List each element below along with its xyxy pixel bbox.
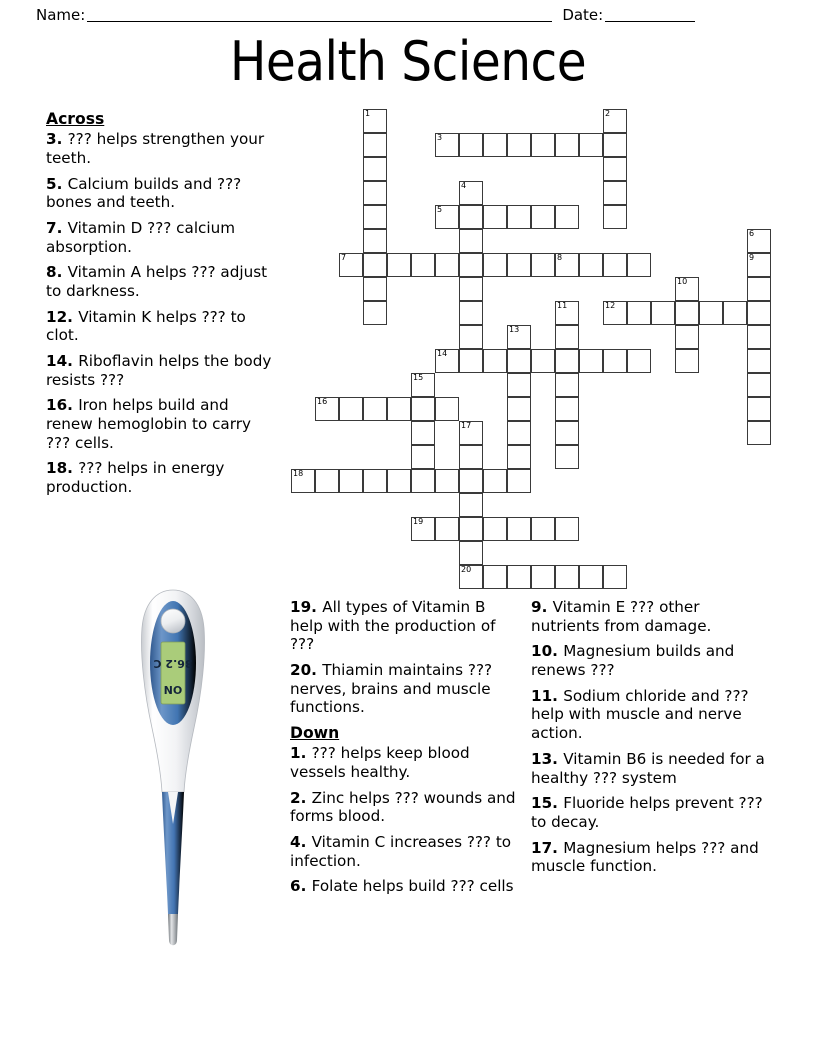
crossword-cell[interactable] xyxy=(411,253,435,277)
crossword-cell[interactable] xyxy=(363,469,387,493)
crossword-cell[interactable] xyxy=(699,301,723,325)
crossword-cell[interactable] xyxy=(483,349,507,373)
crossword-cell[interactable] xyxy=(291,469,315,493)
crossword-cell[interactable] xyxy=(435,205,459,229)
crossword-cell-number: 16 xyxy=(317,397,328,406)
crossword-cell[interactable] xyxy=(507,253,531,277)
crossword-cell[interactable] xyxy=(603,253,627,277)
crossword-cell[interactable] xyxy=(747,277,771,301)
crossword-cell[interactable] xyxy=(483,205,507,229)
crossword-cell[interactable] xyxy=(531,133,555,157)
crossword-cell-number: 3 xyxy=(437,133,443,142)
crossword-cell[interactable] xyxy=(579,565,603,589)
clue-number: 17. xyxy=(531,838,564,857)
crossword-cell[interactable] xyxy=(315,397,339,421)
crossword-cell[interactable] xyxy=(459,301,483,325)
down-clue-list-part1 xyxy=(290,744,522,896)
clue-text: Fluoride helps prevent ??? to decay. xyxy=(531,794,763,831)
crossword-cell[interactable] xyxy=(531,253,555,277)
crossword-cell[interactable] xyxy=(507,205,531,229)
clue-text: ??? helps keep blood vessels healthy. xyxy=(290,744,470,781)
clue-item xyxy=(531,598,769,635)
crossword-cell[interactable] xyxy=(483,565,507,589)
clue-number: 16. xyxy=(46,396,79,415)
crossword-cell[interactable] xyxy=(459,181,483,205)
clue-item xyxy=(290,877,522,896)
crossword-cell-number: 14 xyxy=(437,349,448,358)
crossword-cell[interactable] xyxy=(531,349,555,373)
clue-text: Zinc helps ??? wounds and forms blood. xyxy=(290,788,516,826)
clue-number: 20. xyxy=(290,661,323,680)
crossword-cell[interactable] xyxy=(747,349,771,373)
crossword-cell[interactable] xyxy=(603,133,627,157)
clue-text: Magnesium helps ??? and muscle function. xyxy=(531,838,759,876)
crossword-cell[interactable] xyxy=(531,565,555,589)
clue-text: Calcium builds and ??? bones and teeth. xyxy=(46,174,242,212)
clue-text: All types of Vitamin B help with the production of ??? xyxy=(290,598,496,654)
clue-number: 15. xyxy=(531,794,564,813)
clue-text: Magnesium builds and renews ??? xyxy=(531,642,735,680)
clue-item xyxy=(46,130,274,167)
clue-number: 4. xyxy=(290,833,312,852)
crossword-cell[interactable] xyxy=(363,205,387,229)
crossword-cell[interactable] xyxy=(435,397,459,421)
clue-item xyxy=(531,642,769,679)
crossword-cell[interactable] xyxy=(411,517,435,541)
crossword-cell[interactable] xyxy=(459,469,483,493)
crossword-cell[interactable] xyxy=(363,229,387,253)
clue-number: 10. xyxy=(531,642,564,661)
crossword-cell[interactable] xyxy=(603,181,627,205)
crossword-cell[interactable] xyxy=(363,157,387,181)
crossword-cell[interactable] xyxy=(363,397,387,421)
clue-text: Vitamin K helps ??? to clot. xyxy=(46,307,246,345)
crossword-cell[interactable] xyxy=(603,301,627,325)
clue-number: 12. xyxy=(46,307,79,326)
crossword-cell-number: 20 xyxy=(461,565,472,574)
clue-text: Vitamin C increases ??? to infection. xyxy=(290,833,512,870)
crossword-cell[interactable] xyxy=(459,493,483,517)
crossword-cell[interactable] xyxy=(555,373,579,397)
clue-number: 11. xyxy=(531,686,564,705)
crossword-cell[interactable] xyxy=(651,301,675,325)
crossword-cell-number: 2 xyxy=(605,109,611,118)
crossword-cell[interactable] xyxy=(531,517,555,541)
clue-item xyxy=(46,308,274,345)
crossword-cell[interactable] xyxy=(363,253,387,277)
clue-number: 13. xyxy=(531,749,564,768)
clue-item xyxy=(46,175,274,212)
name-label: Name: xyxy=(36,6,86,24)
crossword-cell[interactable] xyxy=(555,349,579,373)
crossword-cell[interactable] xyxy=(363,277,387,301)
crossword-cell[interactable] xyxy=(363,109,387,133)
crossword-cell[interactable] xyxy=(411,397,435,421)
crossword-cell-number: 7 xyxy=(341,253,347,262)
crossword-cell[interactable] xyxy=(459,205,483,229)
clue-number: 8. xyxy=(46,263,68,282)
crossword-cell[interactable] xyxy=(507,133,531,157)
crossword-cell[interactable] xyxy=(675,325,699,349)
crossword-cell[interactable] xyxy=(555,445,579,469)
crossword-cell[interactable] xyxy=(675,277,699,301)
clue-item xyxy=(290,833,522,870)
clue-item xyxy=(290,789,522,826)
crossword-cell[interactable] xyxy=(747,325,771,349)
crossword-cell[interactable] xyxy=(363,181,387,205)
clue-number: 1. xyxy=(290,744,312,763)
clue-number: 19. xyxy=(290,598,323,616)
crossword-cell[interactable] xyxy=(507,349,531,373)
crossword-cell[interactable] xyxy=(411,469,435,493)
crossword-cell[interactable] xyxy=(603,565,627,589)
crossword-cell[interactable] xyxy=(579,133,603,157)
crossword-cell-number: 4 xyxy=(461,181,467,190)
crossword-cell[interactable] xyxy=(339,397,363,421)
middle-clue-column xyxy=(290,598,522,903)
crossword-cell-number: 12 xyxy=(605,301,616,310)
clue-item xyxy=(531,839,769,876)
crossword-cell[interactable] xyxy=(507,445,531,469)
crossword-cell[interactable] xyxy=(507,325,531,349)
crossword-cell[interactable] xyxy=(555,301,579,325)
crossword-cell[interactable] xyxy=(555,133,579,157)
crossword-cell[interactable] xyxy=(483,253,507,277)
across-clue-list-part2 xyxy=(290,598,522,717)
crossword-cell[interactable] xyxy=(339,469,363,493)
crossword-cell[interactable] xyxy=(747,421,771,445)
crossword-cell[interactable] xyxy=(747,253,771,277)
across-clue-column xyxy=(46,110,274,504)
clue-item xyxy=(531,687,769,743)
crossword-cell[interactable] xyxy=(459,421,483,445)
clue-item xyxy=(290,598,522,654)
crossword-cell[interactable] xyxy=(507,397,531,421)
clue-item xyxy=(46,459,274,496)
crossword-cell[interactable] xyxy=(483,133,507,157)
crossword-cell[interactable] xyxy=(507,421,531,445)
crossword-cell-number: 8 xyxy=(557,253,563,262)
down-clue-list-part2 xyxy=(531,598,769,876)
clue-text: Sodium chloride and ??? help with muscle and nerve action. xyxy=(531,686,749,743)
crossword-cell[interactable] xyxy=(627,301,651,325)
crossword-cell[interactable] xyxy=(555,565,579,589)
crossword-cell[interactable] xyxy=(555,421,579,445)
crossword-cell[interactable] xyxy=(507,565,531,589)
crossword-cell[interactable] xyxy=(675,349,699,373)
clue-text: Vitamin E ??? other nutrients from damage. xyxy=(531,598,712,635)
crossword-cell[interactable] xyxy=(459,253,483,277)
crossword-cell[interactable] xyxy=(723,301,747,325)
crossword-cell-number: 11 xyxy=(557,301,568,310)
clue-text: Riboflavin helps the body resists ??? xyxy=(46,352,272,389)
crossword-cell-number: 17 xyxy=(461,421,472,430)
crossword-cell[interactable] xyxy=(747,301,771,325)
thermometer-power-button xyxy=(161,609,185,633)
crossword-cell[interactable] xyxy=(411,445,435,469)
crossword-cell[interactable] xyxy=(435,349,459,373)
across-clue-list-part1 xyxy=(46,130,274,497)
crossword-cell[interactable] xyxy=(459,565,483,589)
crossword-cell[interactable] xyxy=(483,517,507,541)
crossword-cell[interactable] xyxy=(315,469,339,493)
clue-number: 9. xyxy=(531,598,553,616)
crossword-cell[interactable] xyxy=(675,301,699,325)
crossword-cell[interactable] xyxy=(747,373,771,397)
crossword-cell[interactable] xyxy=(555,205,579,229)
crossword-cell[interactable] xyxy=(411,373,435,397)
clue-item xyxy=(46,352,274,389)
crossword-cell[interactable] xyxy=(603,109,627,133)
down-heading: Down xyxy=(290,724,340,743)
crossword-cell[interactable] xyxy=(555,397,579,421)
crossword-cell[interactable] xyxy=(387,397,411,421)
crossword-cell-number: 13 xyxy=(509,325,520,334)
crossword-cell[interactable] xyxy=(435,469,459,493)
clue-item xyxy=(290,661,522,717)
clue-item xyxy=(531,750,769,787)
crossword-cell[interactable] xyxy=(483,469,507,493)
crossword-cell[interactable] xyxy=(411,421,435,445)
crossword-cell[interactable] xyxy=(507,517,531,541)
crossword-cell[interactable] xyxy=(459,541,483,565)
clue-number: 5. xyxy=(46,174,68,193)
clue-text: ??? helps in energy production. xyxy=(46,459,225,497)
clue-item xyxy=(46,396,274,452)
clue-text: Folate helps build ??? cells xyxy=(311,877,514,896)
crossword-cell[interactable] xyxy=(459,325,483,349)
crossword-cell[interactable] xyxy=(339,253,363,277)
crossword-cell[interactable] xyxy=(387,253,411,277)
crossword-cell[interactable] xyxy=(531,205,555,229)
crossword-cell[interactable] xyxy=(507,469,531,493)
right-clue-column xyxy=(531,598,769,883)
clue-number: 18. xyxy=(46,459,79,478)
date-label: Date: xyxy=(562,6,604,24)
crossword-cell[interactable] xyxy=(603,349,627,373)
crossword-cell-number: 6 xyxy=(749,229,755,238)
clue-number: 7. xyxy=(46,218,68,237)
clue-number: 6. xyxy=(290,877,312,896)
crossword-cell[interactable] xyxy=(459,349,483,373)
clue-item xyxy=(46,219,274,256)
crossword-cell[interactable] xyxy=(555,325,579,349)
crossword-cell[interactable] xyxy=(459,229,483,253)
clue-item xyxy=(46,263,274,300)
crossword-cell[interactable] xyxy=(579,349,603,373)
crossword-cell[interactable] xyxy=(459,445,483,469)
crossword-cell[interactable] xyxy=(555,253,579,277)
crossword-cell[interactable] xyxy=(627,253,651,277)
thermometer-illustration xyxy=(128,588,218,960)
clue-text: Vitamin B6 is needed for a healthy ??? system xyxy=(531,749,765,787)
clue-item xyxy=(290,744,522,781)
clue-number: 14. xyxy=(46,352,79,371)
crossword-cell[interactable] xyxy=(747,397,771,421)
crossword-cell-number: 10 xyxy=(677,277,688,286)
crossword-cell[interactable] xyxy=(555,517,579,541)
crossword-cell[interactable] xyxy=(459,133,483,157)
crossword-cell[interactable] xyxy=(459,277,483,301)
crossword-cell[interactable] xyxy=(435,253,459,277)
crossword-cell[interactable] xyxy=(603,205,627,229)
clue-item xyxy=(531,794,769,831)
crossword-cell[interactable] xyxy=(435,517,459,541)
thermometer-power-text: ON xyxy=(163,683,183,696)
crossword-cell[interactable] xyxy=(459,517,483,541)
thermometer-reading-text: 36.2 C xyxy=(153,657,193,670)
clue-number: 2. xyxy=(290,788,312,807)
clue-text: ??? helps strengthen your teeth. xyxy=(46,130,265,167)
clue-text: Thiamin maintains ??? nerves, brains and muscle functions. xyxy=(290,661,493,717)
crossword-cell-number: 5 xyxy=(437,205,443,214)
crossword-cell[interactable] xyxy=(387,469,411,493)
crossword-cell[interactable] xyxy=(507,373,531,397)
page-title: Health Science xyxy=(229,30,587,93)
clue-text: Vitamin A helps ??? adjust to darkness. xyxy=(46,263,268,300)
crossword-cell-number: 9 xyxy=(749,253,755,262)
crossword-cell[interactable] xyxy=(579,253,603,277)
crossword-cell[interactable] xyxy=(363,301,387,325)
crossword-cell-number: 19 xyxy=(413,517,424,526)
thermometer-metal-tip xyxy=(168,914,178,945)
crossword-cell-number: 18 xyxy=(293,469,304,478)
clue-number: 3. xyxy=(46,130,68,149)
clue-text: Iron helps build and renew hemoglobin to carry ??? cells. xyxy=(46,396,251,452)
crossword-cell[interactable] xyxy=(627,349,651,373)
crossword-cell-number: 15 xyxy=(413,373,424,382)
crossword-cell-number: 1 xyxy=(365,109,371,118)
across-heading: Across xyxy=(46,110,105,128)
crossword-cell[interactable] xyxy=(747,229,771,253)
crossword-cell[interactable] xyxy=(603,157,627,181)
crossword-cell[interactable] xyxy=(363,133,387,157)
crossword-cell[interactable] xyxy=(435,133,459,157)
clue-text: Vitamin D ??? calcium absorption. xyxy=(46,218,236,256)
